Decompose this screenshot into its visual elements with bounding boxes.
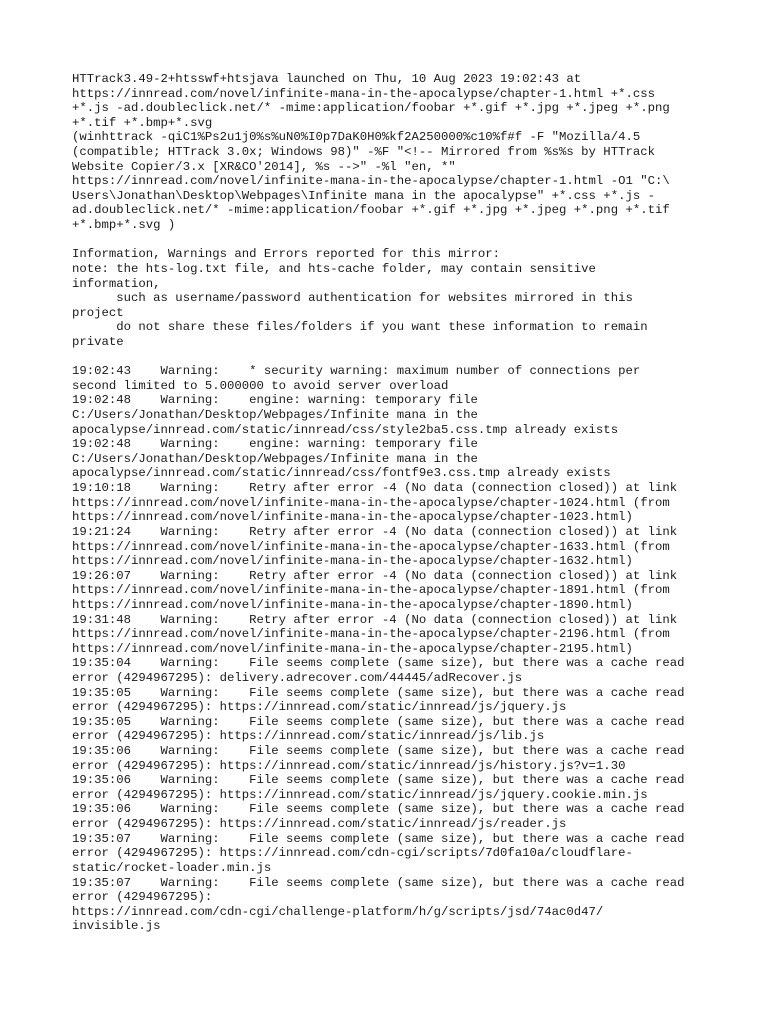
log-line: https://innread.com/cdn-cgi/challenge-platform/h/g/scripts/jsd/74ac0d47/ [72, 904, 604, 919]
log-document [72, 72, 712, 934]
log-line: https://innread.com/novel/infinite-mana-in-the-apocalypse/chapter-1024.html (from [72, 495, 670, 510]
log-line: https://innread.com/novel/infinite-mana-in-the-apocalypse/chapter-1023.html) [72, 510, 633, 525]
info-line: information, [72, 276, 161, 291]
log-line: apocalypse/innread.com/static/innread/css/style2ba5.css.tmp already exists [72, 422, 619, 437]
log-line: apocalypse/innread.com/static/innread/css/fontf9e3.css.tmp already exists [72, 466, 611, 481]
log-line: error (4294967295): [72, 890, 213, 905]
header-line: +*.tif +*.bmp+*.svg [72, 115, 213, 130]
log-line: second limited to 5.000000 to avoid server overload [72, 378, 449, 393]
log-line: 19:31:48 Warning: Retry after error -4 (No data (connection closed)) at link [72, 612, 678, 627]
header-line: Users\Jonathan\Desktop\Webpages\Infinite mana in the apocalypse" +*.css +*.js - [72, 188, 655, 203]
log-line: error (4294967295): https://innread.com/static/innread/js/jquery.cookie.min.js [72, 787, 648, 802]
log-line: 19:10:18 Warning: Retry after error -4 (No data (connection closed)) at link [72, 481, 678, 496]
log-line: C:/Users/Jonathan/Desktop/Webpages/Infinite mana in the [72, 408, 478, 423]
log-line: https://innread.com/novel/infinite-mana-in-the-apocalypse/chapter-1891.html (from [72, 583, 670, 598]
log-line: error (4294967295): https://innread.com/static/innread/js/history.js?v=1.30 [72, 758, 626, 773]
log-line: 19:02:43 Warning: * security warning: maximum number of connections per [72, 364, 641, 379]
log-line: 19:26:07 Warning: Retry after error -4 (No data (connection closed)) at link [72, 568, 678, 583]
launch-header [72, 72, 712, 233]
header-line: ad.doubleclick.net/* -mime:application/foobar +*.gif +*.jpg +*.jpeg +*.png +*.tif [72, 203, 670, 218]
log-line: C:/Users/Jonathan/Desktop/Webpages/Infinite mana in the [72, 451, 478, 466]
log-line: 19:02:48 Warning: engine: warning: temporary file [72, 437, 478, 452]
spacer [72, 233, 712, 248]
log-line: 19:21:24 Warning: Retry after error -4 (No data (connection closed)) at link [72, 524, 678, 539]
info-notice [72, 247, 712, 349]
log-line: https://innread.com/novel/infinite-mana-in-the-apocalypse/chapter-1633.html (from [72, 539, 670, 554]
log-line: 19:35:05 Warning: File seems complete (same size), but there was a cache read [72, 714, 685, 729]
log-line: 19:35:05 Warning: File seems complete (same size), but there was a cache read [72, 685, 685, 700]
info-line: note: the hts-log.txt file, and hts-cache folder, may contain sensitive [72, 261, 596, 276]
log-line: error (4294967295): https://innread.com/cdn-cgi/scripts/7d0fa10a/cloudflare- [72, 846, 633, 861]
log-line: error (4294967295): https://innread.com/static/innread/js/jquery.js [72, 700, 567, 715]
spacer [72, 350, 712, 365]
header-line: https://innread.com/novel/infinite-mana-in-the-apocalypse/chapter-1.html +*.css [72, 86, 655, 101]
log-line: 19:02:48 Warning: engine: warning: temporary file [72, 393, 478, 408]
info-line: private [72, 334, 124, 349]
log-line: error (4294967295): https://innread.com/static/innread/js/lib.js [72, 729, 545, 744]
log-line: https://innread.com/novel/infinite-mana-in-the-apocalypse/chapter-2195.html) [72, 641, 633, 656]
header-line: (winhttrack -qiC1%Ps2u1j0%s%uN0%I0p7DaK0H0%kf2A250000%c10%f#f -F "Mozilla/4.5 [72, 130, 641, 145]
header-line: https://innread.com/novel/infinite-mana-in-the-apocalypse/chapter-1.html -O1 "C:\ [72, 174, 670, 189]
log-line: 19:35:07 Warning: File seems complete (same size), but there was a cache read [72, 875, 685, 890]
log-line: static/rocket-loader.min.js [72, 860, 272, 875]
info-line: such as username/password authentication for websites mirrored in this [72, 291, 633, 306]
warning-log [72, 364, 712, 934]
header-line: Website Copier/3.x [XR&CO'2014], %s -->" -%l "en, *" [72, 159, 456, 174]
log-line: 19:35:04 Warning: File seems complete (same size), but there was a cache read [72, 656, 685, 671]
log-line: 19:35:06 Warning: File seems complete (same size), but there was a cache read [72, 773, 685, 788]
info-line: project [72, 305, 124, 320]
log-line: invisible.js [72, 919, 161, 934]
info-line: Information, Warnings and Errors reported for this mirror: [72, 247, 501, 262]
log-line: error (4294967295): delivery.adrecover.com/44445/adRecover.js [72, 670, 523, 685]
header-line: +*.bmp+*.svg ) [72, 218, 176, 233]
log-line: https://innread.com/novel/infinite-mana-in-the-apocalypse/chapter-2196.html (from [72, 627, 670, 642]
log-line: https://innread.com/novel/infinite-mana-in-the-apocalypse/chapter-1632.html) [72, 554, 633, 569]
log-line: https://innread.com/novel/infinite-mana-in-the-apocalypse/chapter-1890.html) [72, 597, 633, 612]
log-line: 19:35:06 Warning: File seems complete (same size), but there was a cache read [72, 744, 685, 759]
header-line: +*.js -ad.doubleclick.net/* -mime:application/foobar +*.gif +*.jpg +*.jpeg +*.png [72, 101, 670, 116]
log-line: 19:35:07 Warning: File seems complete (same size), but there was a cache read [72, 831, 685, 846]
log-line: 19:35:06 Warning: File seems complete (same size), but there was a cache read [72, 802, 685, 817]
info-line: do not share these files/folders if you want these information to remain [72, 320, 648, 335]
log-line: error (4294967295): https://innread.com/static/innread/js/reader.js [72, 817, 567, 832]
header-line: HTTrack3.49-2+htsswf+htsjava launched on Thu, 10 Aug 2023 19:02:43 at [72, 72, 582, 86]
header-line: (compatible; HTTrack 3.0x; Windows 98)" -%F "<!-- Mirrored from %s%s by HTTrack [72, 145, 655, 160]
